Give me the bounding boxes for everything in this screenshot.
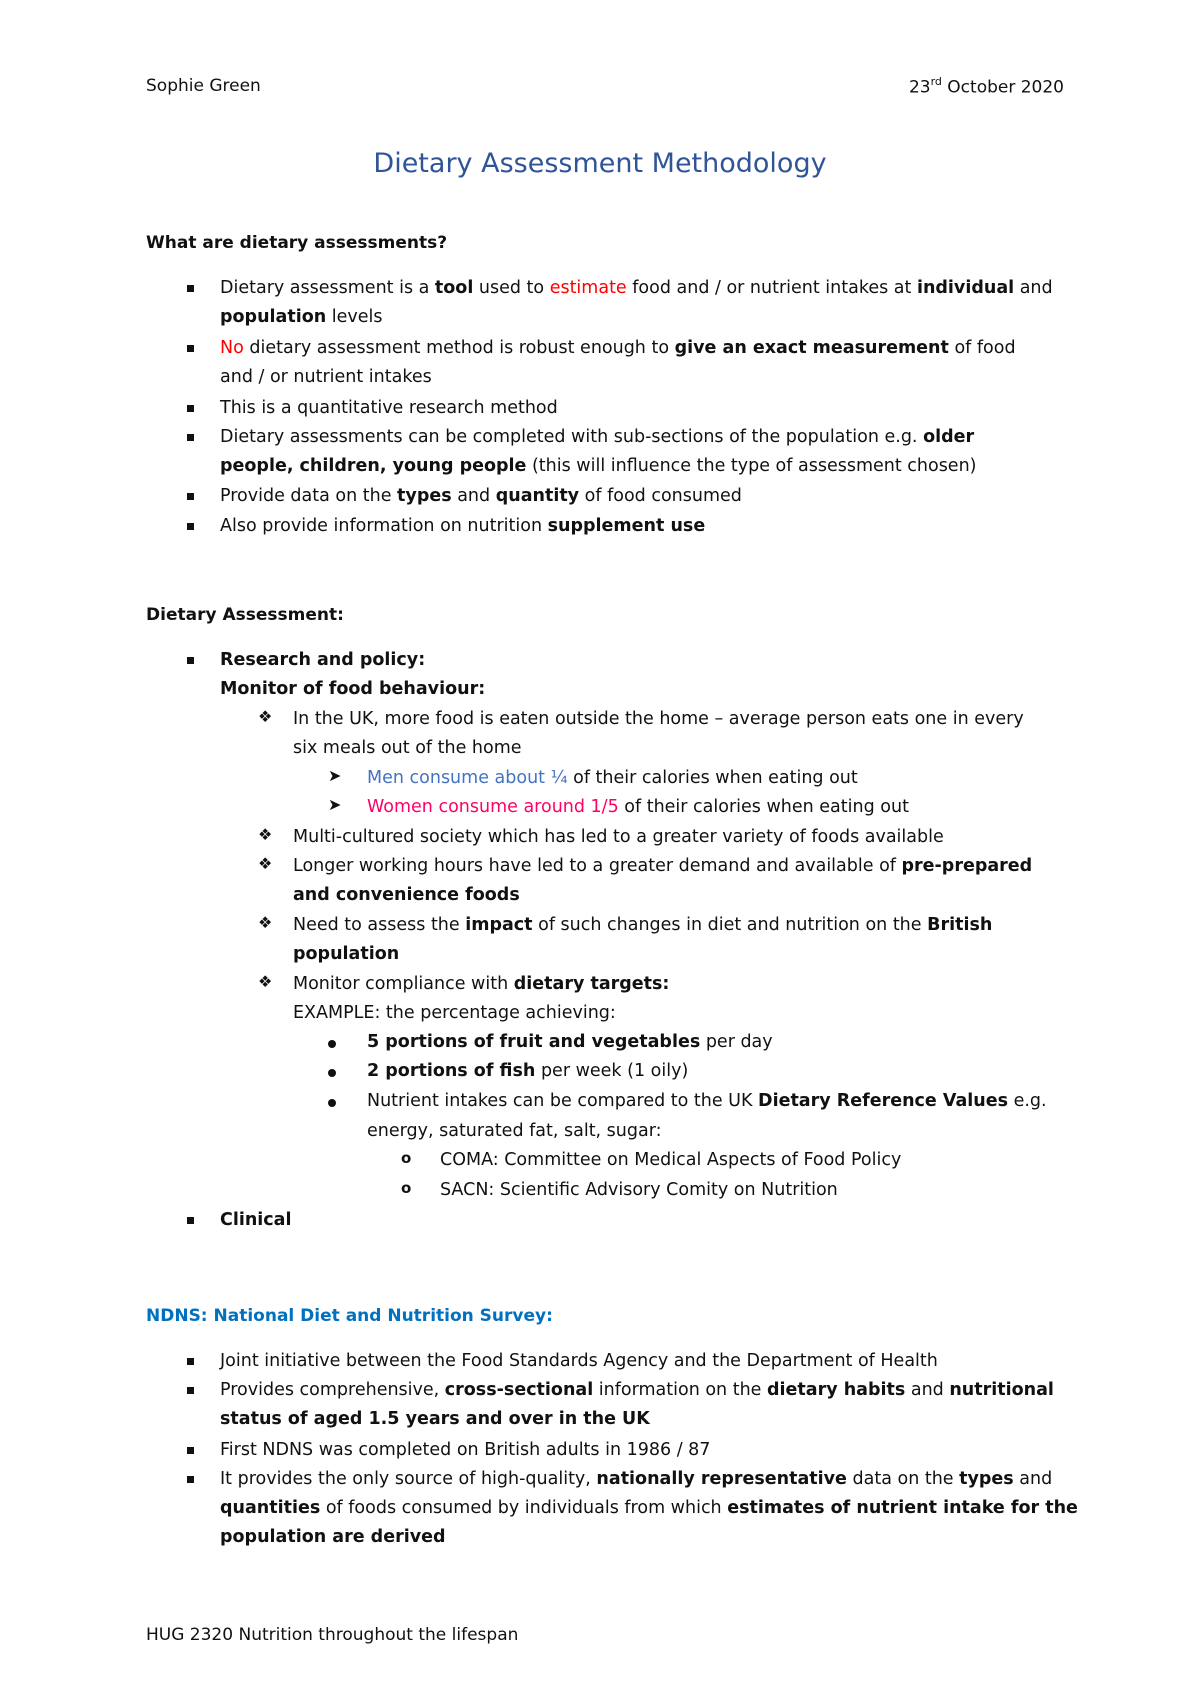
page-title: Dietary Assessment Methodology	[373, 148, 827, 179]
n-bullet-4-cont: quantities of foods consumed by individuals from which estimates of nutrient intake for the	[220, 1498, 1078, 1518]
n-bullet-4-cont2: population are derived	[220, 1527, 446, 1547]
s1-bullet-1-cont: population levels	[220, 307, 383, 327]
s1-bullet-4-cont: people, children, young people (this will influence the type of assessment chosen)	[220, 456, 977, 476]
arrow-bullet-icon: ➤	[328, 795, 342, 814]
s1-bullet-2: No dietary assessment method is robust enough to give an exact measurement of food	[220, 338, 1016, 358]
d-bullet-5-cont: EXAMPLE: the percentage achieving:	[293, 1003, 616, 1023]
round-bullet-icon	[328, 1069, 336, 1077]
diamond-bullet-icon: ❖	[258, 825, 273, 844]
bullet-square-icon	[187, 657, 194, 664]
s1-bullet-1: Dietary assessment is a tool used to estimate food and / or nutrient intakes at individual and	[220, 278, 1053, 298]
n-bullet-2: Provides comprehensive, cross-sectional information on the dietary habits and nutritional	[220, 1380, 1054, 1400]
a-bullet-men: Men consume about ¼ of their calories when eating out	[367, 768, 858, 788]
s1-bullet-5: Provide data on the types and quantity of food consumed	[220, 486, 742, 506]
diamond-bullet-icon: ❖	[258, 972, 273, 991]
circle-bullet-icon: o	[401, 1179, 412, 1197]
c-bullet-2: 2 portions of fish per week (1 oily)	[367, 1061, 689, 1081]
o-bullet-sacn: SACN: Scientific Advisory Comity on Nutrition	[440, 1180, 838, 1200]
s1-bullet-2-cont: and / or nutrient intakes	[220, 367, 432, 387]
s1-bullet-4: Dietary assessments can be completed with sub-sections of the population e.g. older	[220, 427, 975, 447]
bullet-square-icon	[187, 523, 194, 530]
bullet-square-icon	[187, 1476, 194, 1483]
section-heading-ndns: NDNS: National Diet and Nutrition Survey:	[146, 1306, 553, 1326]
diamond-bullet-icon: ❖	[258, 707, 273, 726]
d-bullet-1: In the UK, more food is eaten outside the home – average person eats one in every	[293, 709, 1024, 729]
n-bullet-1: Joint initiative between the Food Standards Agency and the Department of Health	[220, 1351, 938, 1371]
n-bullet-4: It provides the only source of high-quality, nationally representative data on the types and	[220, 1469, 1053, 1489]
bullet-square-icon	[187, 1447, 194, 1454]
round-bullet-icon	[328, 1099, 336, 1107]
s1-bullet-3: This is a quantitative research method	[220, 398, 558, 418]
bullet-square-icon	[187, 434, 194, 441]
d-bullet-1-cont: six meals out of the home	[293, 738, 522, 758]
s1-bullet-6: Also provide information on nutrition supplement use	[220, 516, 706, 536]
author-name: Sophie Green	[146, 76, 261, 96]
bullet-square-icon	[187, 345, 194, 352]
d-bullet-4: Need to assess the impact of such changes in diet and nutrition on the British	[293, 915, 993, 935]
circle-bullet-icon: o	[401, 1149, 412, 1167]
d-bullet-3-cont: and convenience foods	[293, 885, 520, 905]
bullet-square-icon	[187, 1217, 194, 1224]
bullet-square-icon	[187, 405, 194, 412]
bullet-square-icon	[187, 1358, 194, 1365]
c-bullet-1: 5 portions of fruit and vegetables per day	[367, 1032, 773, 1052]
n-bullet-3: First NDNS was completed on British adults in 1986 / 87	[220, 1440, 711, 1460]
arrow-bullet-icon: ➤	[328, 766, 342, 785]
page-footer: HUG 2320 Nutrition throughout the lifespan	[146, 1625, 519, 1645]
o-bullet-coma: COMA: Committee on Medical Aspects of Food Policy	[440, 1150, 902, 1170]
c-bullet-3: Nutrient intakes can be compared to the UK Dietary Reference Values e.g.	[367, 1091, 1047, 1111]
c-bullet-3-cont: energy, saturated fat, salt, sugar:	[367, 1121, 662, 1141]
research-and-policy: Research and policy:	[220, 650, 426, 670]
d-bullet-2: Multi-cultured society which has led to a greater variety of foods available	[293, 827, 944, 847]
diamond-bullet-icon: ❖	[258, 854, 273, 873]
date-suffix: rd	[930, 75, 942, 88]
monitor-food-behaviour: Monitor of food behaviour:	[220, 679, 486, 699]
round-bullet-icon	[328, 1040, 336, 1048]
date-month-year: October 2020	[941, 77, 1064, 98]
bullet-square-icon	[187, 1387, 194, 1394]
bullet-square-icon	[187, 493, 194, 500]
section-heading-dietary-assessment: Dietary Assessment:	[146, 605, 344, 625]
document-date	[909, 76, 1064, 98]
n-bullet-2-cont: status of aged 1.5 years and over in the UK	[220, 1409, 650, 1429]
d-bullet-4-cont: population	[293, 944, 400, 964]
bullet-square-icon	[187, 285, 194, 292]
d-bullet-3: Longer working hours have led to a greater demand and available of pre-prepared	[293, 856, 1033, 876]
date-day: 23	[908, 77, 931, 98]
a-bullet-women: Women consume around 1/5 of their calories when eating out	[367, 797, 909, 817]
d-bullet-5: Monitor compliance with dietary targets:	[293, 974, 670, 994]
diamond-bullet-icon: ❖	[258, 913, 273, 932]
section-heading-what-are: What are dietary assessments?	[146, 233, 448, 253]
clinical: Clinical	[220, 1210, 292, 1230]
